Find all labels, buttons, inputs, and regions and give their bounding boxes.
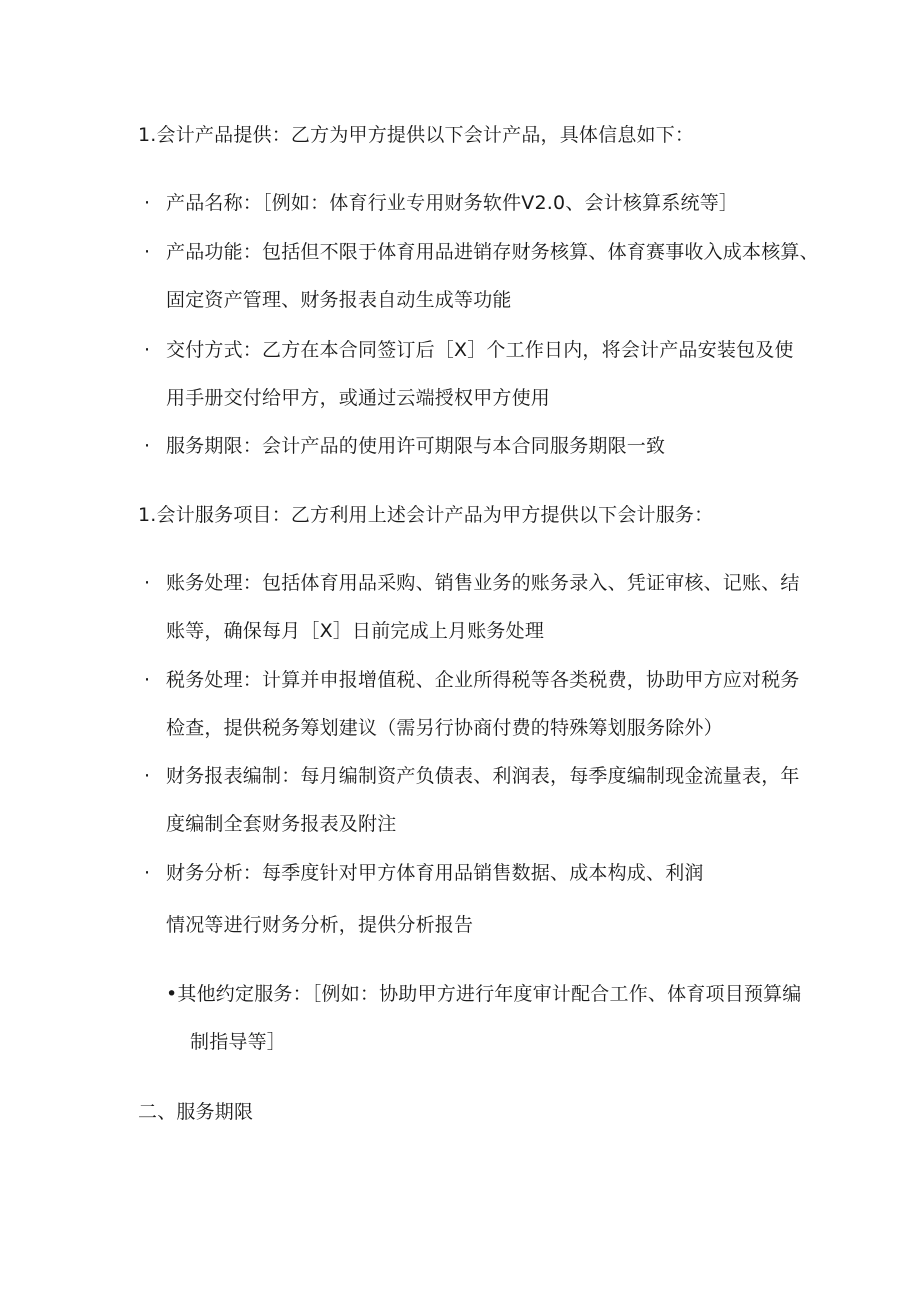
list-item-tax-cont: 检查，提供税务筹划建议（需另行协商付费的特殊筹划服务除外）	[166, 717, 723, 739]
section-heading-services: 1.会计服务项目：乙方利用上述会计产品为甲方提供以下会计服务：	[138, 504, 714, 526]
bullet-marker: ·	[144, 339, 151, 361]
list-item-other-services-cont: 制指导等］	[190, 1031, 287, 1053]
list-item-bookkeeping: 账务处理：包括体育用品采购、销售业务的账务录入、凭证审核、记账、结	[166, 572, 800, 594]
bullet-marker: ·	[144, 572, 151, 594]
list-item-other-services: •其他约定服务：［例如：协助甲方进行年度审计配合工作、体育项目预算编	[166, 983, 802, 1005]
list-item-delivery: 交付方式：乙方在本合同签订后［X］个工作日内，将会计产品安装包及使	[166, 339, 794, 361]
bullet-marker: ·	[144, 435, 151, 457]
section-heading-service-term: 二、服务期限	[138, 1101, 254, 1123]
bullet-marker: ·	[144, 862, 151, 884]
list-item-product-name: 产品名称：［例如：体育行业专用财务软件V2.0、会计核算系统等］	[166, 192, 739, 214]
list-item-analysis: 财务分析：每季度针对甲方体育用品销售数据、成本构成、利润	[166, 862, 704, 884]
list-item-reports: 财务报表编制：每月编制资产负债表、利润表，每季度编制现金流量表，年	[166, 765, 800, 787]
list-item-product-function-cont: 固定资产管理、财务报表自动生成等功能	[166, 289, 512, 311]
list-item-tax: 税务处理：计算并申报增值税、企业所得税等各类税费，协助甲方应对税务	[166, 669, 800, 691]
section-heading-product: 1.会计产品提供：乙方为甲方提供以下会计产品，具体信息如下：	[138, 124, 695, 146]
list-item-product-function: 产品功能：包括但不限于体育用品进销存财务核算、体育赛事收入成本核算、	[166, 241, 819, 263]
bullet-marker: ·	[144, 669, 151, 691]
list-item-reports-cont: 度编制全套财务报表及附注	[166, 813, 397, 835]
list-item-delivery-cont: 用手册交付给甲方，或通过云端授权甲方使用	[166, 387, 551, 409]
bullet-marker: ·	[144, 192, 151, 214]
list-item-analysis-cont: 情况等进行财务分析，提供分析报告	[166, 914, 474, 936]
bullet-marker: ·	[144, 241, 151, 263]
list-item-bookkeeping-cont: 账等，确保每月［X］日前完成上月账务处理	[166, 620, 545, 642]
bullet-marker: ·	[144, 765, 151, 787]
list-item-service-period: 服务期限：会计产品的使用许可期限与本合同服务期限一致	[166, 435, 666, 457]
